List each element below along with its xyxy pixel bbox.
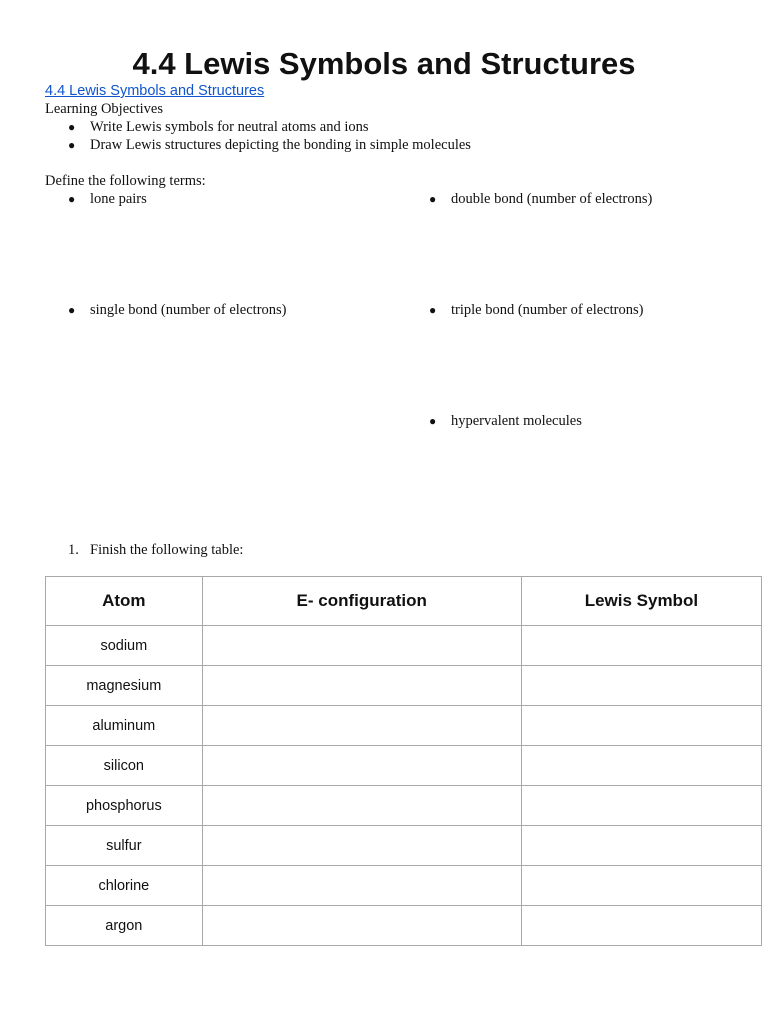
configuration-cell[interactable] — [202, 826, 521, 866]
configuration-cell[interactable] — [202, 706, 521, 746]
term-item — [68, 190, 147, 208]
term-text: lone pairs — [90, 191, 147, 207]
table-row — [46, 706, 762, 746]
objectives-heading: Learning Objectives — [45, 101, 163, 117]
term-item — [429, 301, 643, 319]
lewis-symbol-cell[interactable] — [521, 826, 761, 866]
lewis-symbol-cell[interactable] — [521, 786, 761, 826]
atom-cell: argon — [46, 906, 203, 946]
question-1 — [68, 541, 243, 559]
bullet-icon: ● — [68, 303, 76, 317]
atom-cell: chlorine — [46, 866, 203, 906]
table-row — [46, 666, 762, 706]
question-text: Finish the following table: — [90, 542, 244, 558]
lewis-symbol-cell[interactable] — [521, 906, 761, 946]
lewis-symbol-cell[interactable] — [521, 746, 761, 786]
configuration-cell[interactable] — [202, 746, 521, 786]
atom-cell: silicon — [46, 746, 203, 786]
configuration-cell[interactable] — [202, 666, 521, 706]
bullet-icon: ● — [429, 414, 437, 428]
section-link[interactable]: 4.4 Lewis Symbols and Structures — [45, 83, 265, 99]
atom-cell: aluminum — [46, 706, 203, 746]
table-row — [46, 906, 762, 946]
objective-text: Draw Lewis structures depicting the bonding in simple molecules — [90, 137, 471, 153]
lewis-symbol-cell[interactable] — [521, 626, 761, 666]
header-atom: Atom — [46, 577, 203, 626]
term-item — [429, 190, 652, 208]
objective-text: Write Lewis symbols for neutral atoms and ions — [90, 119, 369, 135]
header-e-configuration: E- configuration — [202, 577, 521, 626]
table-row — [46, 826, 762, 866]
bullet-icon: ● — [68, 192, 76, 206]
table-row — [46, 626, 762, 666]
objective-item — [68, 136, 471, 154]
configuration-cell[interactable] — [202, 866, 521, 906]
configuration-cell[interactable] — [202, 626, 521, 666]
configuration-cell[interactable] — [202, 906, 521, 946]
lewis-symbol-cell[interactable] — [521, 866, 761, 906]
atom-cell: magnesium — [46, 666, 203, 706]
atom-cell: sodium — [46, 626, 203, 666]
page-title: 4.4 Lewis Symbols and Structures — [132, 46, 636, 81]
atom-cell: sulfur — [46, 826, 203, 866]
term-item — [429, 412, 582, 430]
bullet-icon: ● — [68, 120, 76, 134]
bullet-icon: ● — [429, 192, 437, 206]
lewis-symbol-cell[interactable] — [521, 706, 761, 746]
header-lewis-symbol: Lewis Symbol — [521, 577, 761, 626]
atom-cell: phosphorus — [46, 786, 203, 826]
question-number: 1. — [68, 542, 79, 558]
bullet-icon: ● — [429, 303, 437, 317]
term-text: single bond (number of electrons) — [90, 302, 287, 318]
bullet-icon: ● — [68, 138, 76, 152]
table-row — [46, 746, 762, 786]
configuration-cell[interactable] — [202, 786, 521, 826]
table-row — [46, 786, 762, 826]
objective-item — [68, 118, 369, 136]
table-header-row — [46, 577, 762, 626]
term-text: hypervalent molecules — [451, 413, 582, 429]
lewis-symbol-cell[interactable] — [521, 666, 761, 706]
term-item — [68, 301, 287, 319]
term-text: triple bond (number of electrons) — [451, 302, 644, 318]
term-text: double bond (number of electrons) — [451, 191, 653, 207]
define-heading: Define the following terms: — [45, 173, 206, 189]
table-row — [46, 866, 762, 906]
atom-table — [45, 576, 762, 946]
